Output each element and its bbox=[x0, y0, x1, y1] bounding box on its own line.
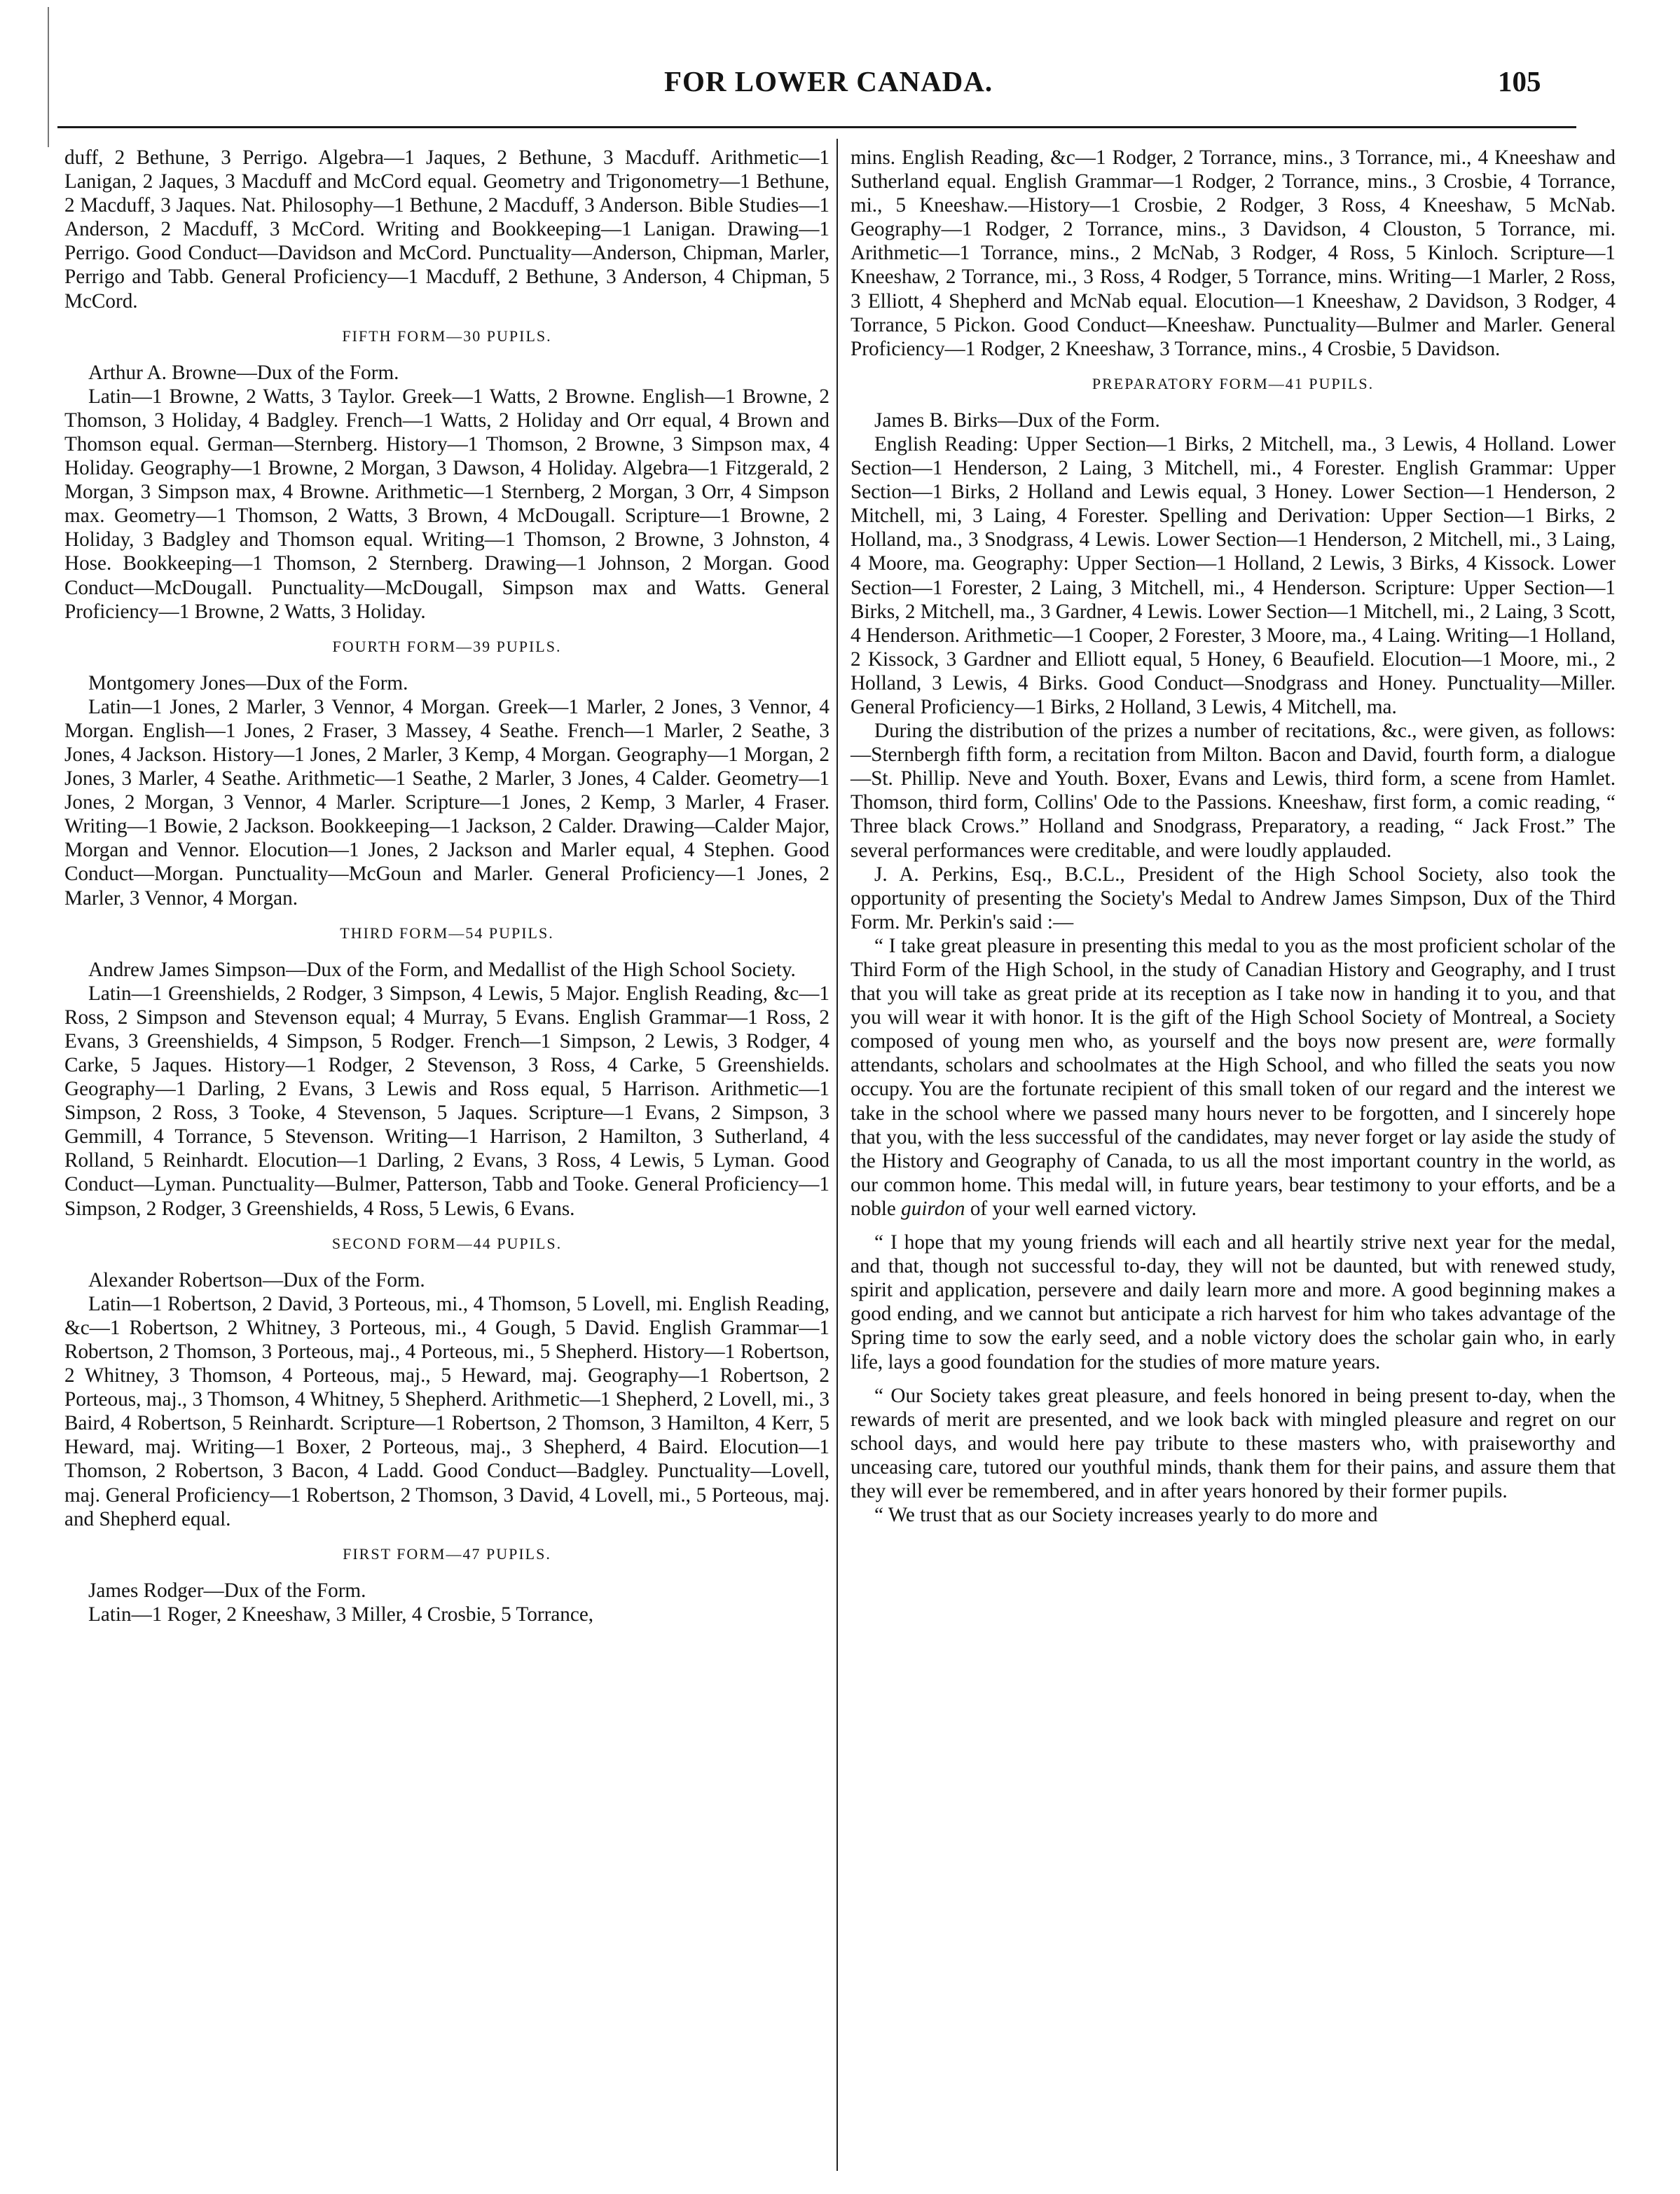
speech-text-part: of your well earned victory. bbox=[970, 1197, 1197, 1220]
paragraph-gap bbox=[851, 1374, 1616, 1384]
second-form-results: Latin—1 Robertson, 2 David, 3 Porteous, mi., 4 Thomson, 5 Lovell, mi. English Reading, &c—1 Robertson, 2 Whitney, 3 Porteous, mi., 4 Gough, 5 David. English Grammar—1 Robertson, 2 Thomson, 3 Porteous, maj., 4 Porteous, mi., 5 Shepherd. History—1 Robertson, 2 Whitney, 3 Thomson, 4 Porteous, maj., 5 Heward, maj. Geography—1 Robertson, 2 Porteous, maj., 3 Thomson, 4 Whitney, 5 Shepherd. Arithmetic—1 Shepherd, 2 Lovell, mi., 3 Baird, 4 Robertson, 5 Reinhardt. Scripture—1 Robertson, 2 Thomson, 3 Hamilton, 4 Kerr, 5 Heward, maj. Writing—1 Boxer, 2 Porteous, maj., 3 Shepherd, 4 Baird. Elocution—1 Thomson, 2 Robertson, 3 Bacon, 4 Ladd. Good Conduct—Badgley. Punctuality—Lovell, maj. General Proficiency—1 Robertson, 2 Thomson, 3 David, 4 Lovell, mi., 5 Porteous, maj. and Shepherd equal. bbox=[64, 1292, 829, 1530]
heading-fifth-form: FIFTH FORM—30 PUPILS. bbox=[342, 327, 552, 345]
first-form-dux: James Rodger—Dux of the Form. bbox=[88, 1579, 366, 1602]
paragraph-speech-society: “ Our Society takes great pleasure, and feels honored in being present to-day, when the rewards of merit are presented, and we look back with mingled pleasure and regret on our school days, and would here pay tribute to these masters who, with praiseworthy and unceasing care, tutored our youthful minds, thank them for their pains, and assure them that they will ever be remembered, and in after years honored by their former pupils. bbox=[851, 1384, 1616, 1502]
paragraph-gap bbox=[851, 1221, 1616, 1230]
first-form-results: Latin—1 Roger, 2 Kneeshaw, 3 Miller, 4 Crosbie, 5 Torrance, bbox=[88, 1603, 594, 1626]
heading-second-form: SECOND FORM—44 PUPILS. bbox=[331, 1234, 563, 1252]
preparatory-form-dux: James B. Birks—Dux of the Form. bbox=[874, 409, 1160, 432]
paragraph-speech-trust: “ We trust that as our Society increases yearly to do more and bbox=[874, 1504, 1378, 1527]
fifth-form-results: Latin—1 Browne, 2 Watts, 3 Taylor. Greek—1 Watts, 2 Browne. English—1 Browne, 2 Thomson, 3 Holiday, 4 Badgley. French—1 Watts, 2 Holiday and Orr equal, 4 Brown and Thomson equal. German—Sternberg. History—1 Thomson, 2 Browne, 3 Simpson max, 4 Holiday. Geography—1 Browne, 2 Morgan, 3 Dawson, 4 Holiday. Algebra—1 Fitzgerald, 2 Morgan, 3 Simpson max, 4 Browne. Arithmetic—1 Sternberg, 2 Morgan, 3 Orr, 4 Simpson max. Geometry—1 Thomson, 2 Watts, 3 Brown, 4 McDougall. Scripture—1 Browne, 2 Holiday, 3 Badgley and Thomson equal. Writing—1 Thomson, 2 Browne, 3 Johnston, 4 Hose. Bookkeeping—1 Thomson, 2 Sternberg. Drawing—1 Johnson, 2 Morgan. Good Conduct—McDougall. Punctuality—McDougall, Simpson max and Watts. General Proficiency—1 Browne, 2 Watts, 3 Holiday. bbox=[64, 385, 829, 623]
heading-fourth-form: FOURTH FORM—39 PUPILS. bbox=[332, 637, 562, 655]
paragraph-speech-hope: “ I hope that my young friends will each and all heartily strive next year for the medal, and that, though not successful to-day, they will not be daunted, but with renewed study, spirit and application, persevere and daily learn more and more. A good beginning makes a good ending, and we cannot but anticipate a rich harvest for him who takes advantage of the Spring time to sow the early seed, and a noble victory does the scholar gain who, in early life, lays a good foundation for the studies of more mature years. bbox=[851, 1231, 1616, 1373]
column-divider bbox=[836, 139, 838, 2171]
running-header-title: FOR LOWER CANADA. bbox=[664, 65, 993, 97]
left-column bbox=[64, 146, 829, 1626]
paragraph-recitations: During the distribution of the prizes a number of recitations, &c., were given, as follows:—Sternbergh fifth form, a recitation from Milton. Bacon and David, fourth form, a dialogue—St. Phillip. Neve and Youth. Boxer, Evans and Lewis, third form, a scene from Hamlet. Thomson, third form, Collins' Ode to the Passions. Kneeshaw, first form, a comic reading, “ Three black Crows.” Holland and Snodgrass, Preparatory, a reading, “ Jack Frost.” The several performances were creditable, and were loudly applauded. bbox=[851, 720, 1616, 862]
right-column bbox=[851, 146, 1616, 1527]
third-form-dux: Andrew James Simpson—Dux of the Form, and Medallist of the High School Society. bbox=[88, 958, 796, 981]
paragraph-sixth-form-continued: duff, 2 Bethune, 3 Perrigo. Algebra—1 Jaques, 2 Bethune, 3 Macduff. Arithmetic—1 Lanigan, 2 Jaques, 3 Macduff and McCord equal. Geometry and Trigonometry—1 Bethune, 2 Macduff, 3 Jaques. Nat. Philosophy—1 Bethune, 2 Macduff, 3 Anderson. Bible Studies—1 Anderson, 2 Macduff, 3 McCord. Writing and Bookkeeping—1 Lanigan. Drawing—1 Perrigo. Good Conduct—Davidson and McCord. Punctuality—Anderson, Chipman, Marler, Perrigo and Tabb. General Proficiency—1 Macduff, 2 Bethune, 3 Anderson, 4 Chipman, 5 McCord. bbox=[64, 146, 829, 313]
speech-emphasis-were: were bbox=[1496, 1030, 1536, 1053]
speech-emphasis-guirdon: guirdon bbox=[901, 1197, 965, 1220]
preparatory-form-results: English Reading: Upper Section—1 Birks, 2 Mitchell, ma., 3 Lewis, 4 Holland. Lower Section—1 Henderson, 2 Laing, 3 Mitchell, mi., 4 Forester. English Grammar: Upper Section—1 Birks, 2 Holland and Lewis equal, 3 Honey. Lower Section—1 Henderson, 2 Mitchell, mi, 3 Laing, 4 Forester. Spelling and Derivation: Upper Section—1 Birks, 2 Holland, ma., 3 Snodgrass, 4 Lewis. Lower Section—1 Henderson, 2 Mitchell, mi., 3 Laing, 4 Moore, ma. Geography: Upper Section—1 Holland, 2 Lewis, 3 Birks, 4 Kissock. Lower Section—1 Forester, 2 Laing, 3 Mitchell, mi., 4 Henderson. Scripture: Upper Section—1 Birks, 2 Mitchell, ma., 3 Gardner, 4 Lewis. Lower Section—1 Mitchell, mi., 2 Laing, 3 Scott, 4 Henderson. Arithmetic—1 Cooper, 2 Forester, 3 Moore, ma., 4 Laing. Writing—1 Holland, 2 Kissock, 3 Gardner and Elliott equal, 5 Honey, 6 Beaufield. Elocution—1 Moore, mi., 2 Holland, 3 Lewis, 4 Birks. Good Conduct—Snodgrass and Honey. Punctuality—Miller. General Proficiency—1 Birks, 2 Holland, 3 Lewis, 4 Mitchell, ma. bbox=[851, 432, 1616, 718]
speech-text-part: formally attendants, scholars and schoolmates at the High School, and who filled the seats you now occupy. You are the fortunate recipient of this small token of our regard and the interest we take in the school where we passed many hours never to be forgotten, and I sincerely hope that you, with the less successful of the candidates, may never forget or lay aside the study of the History and Geography of Canada, to us all the most important country in the world, as our common home. This medal will, in future years, bear testimony to your efforts, and be a noble bbox=[851, 1030, 1616, 1220]
heading-third-form: THIRD FORM—54 PUPILS. bbox=[340, 924, 554, 942]
paragraph-perkins-intro: J. A. Perkins, Esq., B.C.L., President of the High School Society, also took the opportunity of presenting the Society's Medal to Andrew James Simpson, Dux of the Third Form. Mr. Perkin's said :— bbox=[851, 863, 1616, 933]
paragraph-speech-medal bbox=[851, 934, 1616, 1221]
heading-first-form: FIRST FORM—47 PUPILS. bbox=[343, 1544, 551, 1563]
speech-text-part: “ I take great pleasure in presenting this medal to you as the most proficient scholar of the Third Form of the High School, in the study of Canadian History and Geography, and I trust that you will take as great pride at its reception as I take now in handing it to you, and that you will wear it with honor. It is the gift of the High School Society of Montreal, a Society composed of young men who, as yourself and the boys now present are, bbox=[851, 934, 1616, 1053]
second-form-dux: Alexander Robertson—Dux of the Form. bbox=[88, 1268, 425, 1291]
header-rule bbox=[57, 126, 1576, 128]
third-form-results: Latin—1 Greenshields, 2 Rodger, 3 Simpson, 4 Lewis, 5 Major. English Reading, &c—1 Ross, 2 Simpson and Stevenson equal; 4 Murray, 5 Evans. English Grammar—1 Ross, 2 Evans, 3 Greenshields, 4 Simpson, 5 Rodger. French—1 Simpson, 2 Lewis, 3 Rodger, 4 Carke, 5 Jaques. History—1 Rodger, 2 Stevenson, 3 Ross, 4 Carke, 5 Greenshields. Geography—1 Darling, 2 Evans, 3 Lewis and Ross equal, 5 Harrison. Arithmetic—1 Simpson, 2 Ross, 3 Tooke, 4 Stevenson, 5 Jaques. Scripture—1 Evans, 2 Simpson, 3 Gemmill, 4 Torrance, 5 Stevenson. Writing—1 Harrison, 2 Hamilton, 3 Sutherland, 4 Rolland, 5 Reinhardt. Elocution—1 Darling, 2 Evans, 3 Ross, 4 Lewis, 5 Lyman. Good Conduct—Lyman. Punctuality—Bulmer, Patterson, Tabb and Tooke. General Proficiency—1 Simpson, 2 Rodger, 3 Greenshields, 4 Ross, 5 Lewis, 6 Evans. bbox=[64, 982, 829, 1220]
margin-mark bbox=[48, 7, 49, 147]
fifth-form-dux: Arthur A. Browne—Dux of the Form. bbox=[88, 361, 399, 384]
fourth-form-dux: Montgomery Jones—Dux of the Form. bbox=[88, 671, 408, 694]
page-number: 105 bbox=[1498, 65, 1541, 97]
fourth-form-results: Latin—1 Jones, 2 Marler, 3 Vennor, 4 Morgan. Greek—1 Marler, 2 Jones, 3 Vennor, 4 Morgan. English—1 Jones, 2 Fraser, 3 Massey, 4 Seathe. French—1 Marler, 2 Seathe, 3 Jones, 4 Jackson. History—1 Jones, 2 Marler, 3 Kemp, 4 Morgan. Geography—1 Morgan, 2 Jones, 3 Marler, 4 Seathe. Arithmetic—1 Seathe, 2 Marler, 3 Jones, 4 Calder. Geometry—1 Jones, 2 Morgan, 3 Vennor, 4 Marler. Scripture—1 Jones, 2 Kemp, 3 Marler, 4 Fraser. Writing—1 Bowie, 2 Jackson. Bookkeeping—1 Jackson, 2 Calder. Drawing—Calder Major, Morgan and Vennor. Elocution—1 Jones, 2 Jackson and Marler equal, 4 Stephen. Good Conduct—Morgan. Punctuality—McGoun and Marler. General Proficiency—1 Jones, 2 Marler, 3 Vennor, 4 Morgan. bbox=[64, 695, 829, 910]
paragraph-first-form-continued: mins. English Reading, &c—1 Rodger, 2 Torrance, mins., 3 Torrance, mi., 4 Kneeshaw and Sutherland equal. English Grammar—1 Rodger, 2 Torrance, mins., 3 Crosbie, 4 Torrance, mi., 5 Kneeshaw.—History—1 Crosbie, 2 Rodger, 3 Ross, 4 Kneeshaw, 5 McNab. Geography—1 Rodger, 2 Torrance, mins., 3 Davidson, 4 Clouston, 5 Torrance, mi. Arithmetic—1 Torrance, mins., 2 McNab, 3 Rodger, 4 Ross, 5 Kinloch. Scripture—1 Kneeshaw, 2 Torrance, mi., 3 Ross, 4 Rodger, 5 Torrance, mins. Writing—1 Marler, 2 Ross, 3 Elliott, 4 Shepherd and McNab equal. Elocution—1 Kneeshaw, 2 Davidson, 3 Rodger, 4 Torrance, 5 Pickon. Good Conduct—Kneeshaw. Punctuality—Bulmer and Marler. General Proficiency—1 Rodger, 2 Kneeshaw, 3 Torrance, mins., 4 Crosbie, 5 Davidson. bbox=[851, 146, 1616, 360]
heading-preparatory-form: PREPARATORY FORM—41 PUPILS. bbox=[1092, 374, 1375, 392]
